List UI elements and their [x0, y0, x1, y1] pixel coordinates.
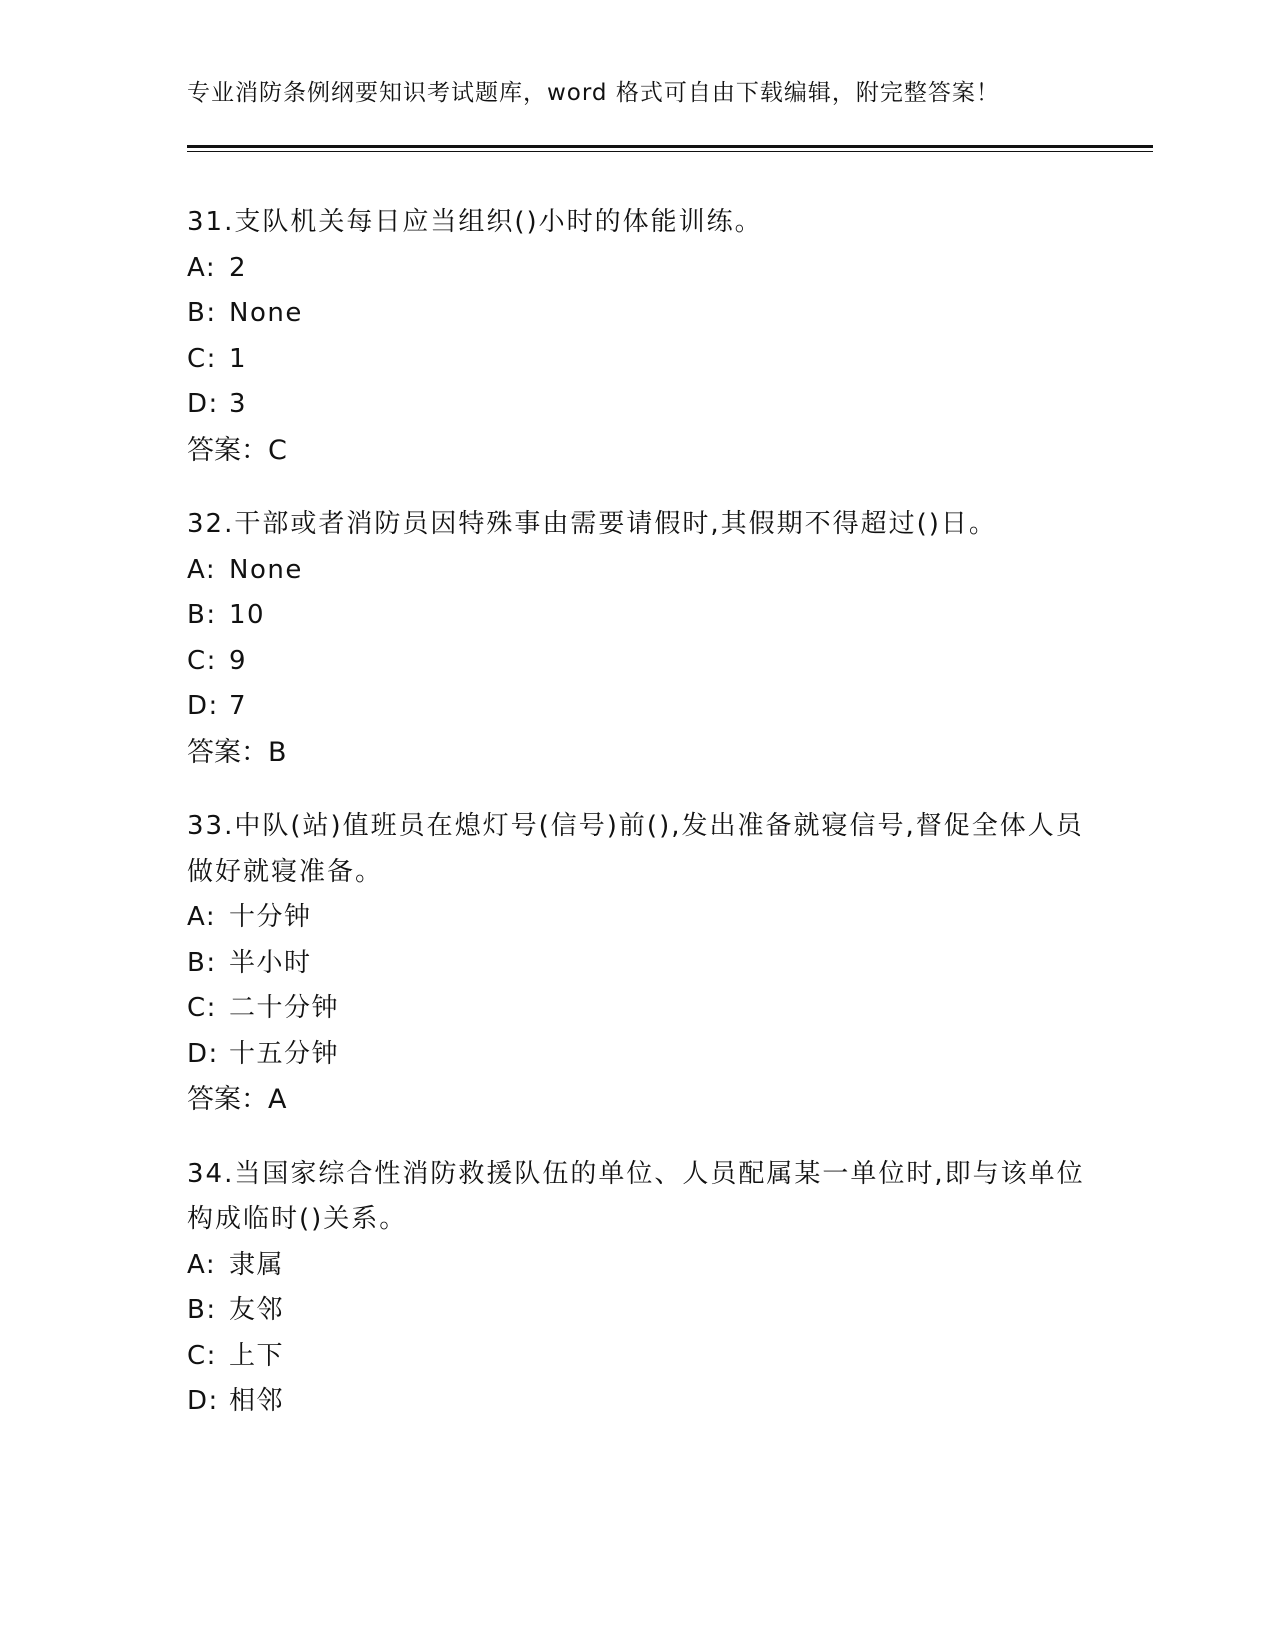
option-text: 二十分钟 — [229, 993, 340, 1023]
question-32 — [187, 502, 1087, 775]
option-a — [187, 895, 1087, 941]
option-letter: D: — [187, 691, 219, 721]
option-text: 友邻 — [229, 1295, 285, 1325]
option-letter: B: — [187, 298, 217, 328]
question-31 — [187, 200, 1087, 473]
question-stem: 34.当国家综合性消防救援队伍的单位、人员配属某一单位时,即与该单位构成临时()关系。 — [187, 1158, 1085, 1234]
option-text: 半小时 — [229, 947, 312, 978]
option-letter: B: — [187, 947, 217, 978]
option-b — [187, 593, 1087, 639]
option-d — [187, 1032, 1087, 1078]
option-c — [187, 337, 1087, 383]
option-letter: A: — [187, 554, 217, 585]
option-text: 2 — [229, 252, 248, 283]
answer-line: 答案：A — [187, 1084, 287, 1115]
question-stem: 32.干部或者消防员因特殊事由需要请假时,其假期不得超过()日。 — [187, 509, 997, 539]
option-letter: D: — [187, 1386, 219, 1416]
option-text: 隶属 — [229, 1249, 285, 1280]
option-letter: A: — [187, 902, 217, 932]
option-a — [187, 1243, 1087, 1289]
option-text: 7 — [229, 691, 248, 721]
option-c — [187, 986, 1087, 1032]
option-a — [187, 246, 1087, 292]
option-text: 十五分钟 — [229, 1038, 340, 1069]
answer-line: 答案：C — [187, 434, 287, 466]
option-text: 9 — [229, 645, 248, 676]
option-letter: C: — [187, 645, 217, 676]
option-a — [187, 548, 1087, 594]
option-letter: B: — [187, 1295, 217, 1325]
option-text: 十分钟 — [229, 902, 312, 932]
option-b — [187, 941, 1087, 987]
option-text: 1 — [229, 343, 248, 374]
question-stem: 33.中队(站)值班员在熄灯号(信号)前(),发出准备就寝信号,督促全体人员做好就寝准备。 — [187, 811, 1084, 887]
option-text: 相邻 — [229, 1386, 285, 1416]
question-list — [187, 200, 1087, 1454]
option-letter: A: — [187, 1249, 217, 1280]
option-d — [187, 1379, 1087, 1425]
option-letter: C: — [187, 1340, 217, 1371]
option-b — [187, 291, 1087, 337]
question-34 — [187, 1152, 1087, 1425]
option-text: 上下 — [229, 1340, 285, 1371]
question-stem: 31.支队机关每日应当组织()小时的体能训练。 — [187, 207, 763, 237]
option-text: None — [229, 554, 303, 585]
option-letter: C: — [187, 993, 217, 1023]
answer-line: 答案：B — [187, 736, 287, 768]
option-letter: A: — [187, 252, 217, 283]
option-d — [187, 684, 1087, 730]
option-d — [187, 382, 1087, 428]
option-b — [187, 1288, 1087, 1334]
option-text: 3 — [229, 389, 248, 419]
header-rule-thin — [187, 151, 1153, 152]
option-letter: C: — [187, 343, 217, 374]
option-letter: B: — [187, 600, 217, 630]
page-header: 专业消防条例纲要知识考试题库，word 格式可自由下载编辑，附完整答案！ — [187, 80, 1000, 106]
option-text: 10 — [229, 600, 266, 630]
question-33 — [187, 804, 1087, 1123]
option-c — [187, 1334, 1087, 1380]
option-text: None — [229, 298, 303, 328]
option-letter: D: — [187, 389, 219, 419]
header-rule — [187, 145, 1153, 148]
option-letter: D: — [187, 1038, 219, 1069]
option-c — [187, 639, 1087, 685]
